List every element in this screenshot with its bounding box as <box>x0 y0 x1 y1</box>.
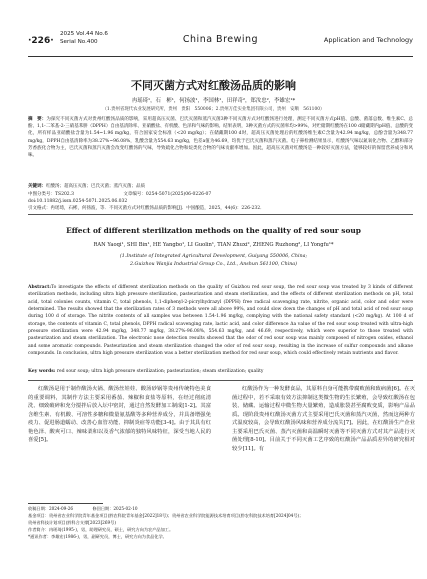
clc-number: 中图分类号：TS202.3 <box>28 192 74 197</box>
dates-line <box>28 505 307 512</box>
affiliation-en-line: 2.Guizhou Wanjia Industrial Group Co., Ltd., Anshun 561100, China) <box>129 261 298 267</box>
section-rule <box>28 380 413 381</box>
body-text-right: 红酸汤作为一种发酵食品，其原料自身可能携带腐败菌和致病菌[6]。在灭菌过程中，若不采取有效方法抑制这类微生物的生长繁殖，会导致红酸汤在包装、储藏、运输过程中微生物大量繁殖，造成胀袋甚至腐败变质，影响产品品质。现阶段贵州红酸汤灭菌方式主要采用巴氏灭菌和蒸汽灭菌，然而这两种方式温度较高，会导致红酸汤风味和营养成分流失[7]。因此，在红酸汤生产企业主要采用巴氏灭菌、蒸汽灭菌和高温瞬时灭菌等不同灭菌方式对其产品进行灭菌处理[8-10]。目前关于不同灭菌工艺序致的红酸汤产品品质差异的研究相对较少[11]。有 <box>232 386 415 452</box>
running-header <box>28 28 413 54</box>
article-title-en: Effect of different sterilization methods on the quality of red sour soup <box>66 226 361 235</box>
keywords-cn-text: 红酸汤；超高压灭菌；巴氏灭菌；蒸汽灭菌；品质 <box>46 184 145 189</box>
header-rule <box>28 56 413 57</box>
journal-name: China Brewing <box>182 34 259 45</box>
keywords-en <box>28 368 413 375</box>
footnotes <box>28 505 307 540</box>
affiliation-cn: （1.贵州省现代农业发展研究所，贵州 贵阳 550006；2.贵州万佳实业集团有限公司，贵州 安顺 561100） <box>102 107 325 112</box>
affiliation-en <box>0 253 427 268</box>
keywords-cn <box>28 183 413 190</box>
section-rule <box>28 214 413 215</box>
page-number: ·226· <box>28 36 54 46</box>
received-date: 收稿日期：2024-09-26 <box>28 506 74 511</box>
author-bio: 作者简介：冉瑶琦(1995-)，男，助理研究员，硕士，研究方向为农产品加工。 <box>28 527 174 532</box>
keywords-en-text: red sour soup; ultra high pressure sterilization; pasteurization; steam sterilization; quality <box>56 369 264 374</box>
revised-date: 修回日期：2025-02-10 <box>92 506 138 511</box>
authors-cn: 冉瑶琦¹，石 彬¹，何扬波¹，李国林¹，田祥奇²，郑汝忠²，李雄宏¹* <box>131 98 296 104</box>
volume-issue: 2025 Vol.44 No.6 <box>60 31 108 37</box>
column-name: Application and Technology <box>323 36 413 44</box>
doc-code: 文章编号：0254-5071(2025)06-0226-07 <box>123 192 212 197</box>
abstract-en-text: To investigate the effects of different sterilization methods on the quality of Guizhou red sour soup, the red sour soup was treated by 3 kinds of different sterilization methods, including ultra high pressure sterilization, pasteurization and steam sterilization, and the effects of different sterilization methods on pH, total acid, total colonies counts, vitamin C, total phenols, 1,1-diphenyl-2-picrylhydrazyl (DPPH) free radical scavenging rate, nitrite, organic acid, color and odor were determined. The results showed that the sterilization rates of 3 methods were all above 99%, and could slow down the changes of pH and total acid of red sour soup during 100 d of storage. The nitrite contents of all samples was between 1.54-1.96 mg/kg, complying with the national safety standard (<20 mg/kg). At 100 d of storage, the contents of vitamin C, total phenols, DPPH radical scavenging rate, lactic acid, and color difference Δa value of the red sour soup treated with ultra-high pressure sterilization were 42.94 mg/kg, 348.77 mg/kg, 38.27%-96.08%, 554.63 mg/kg, and 46.69, respectively, which were superior to those treated with pasteurization and steam sterilization. The electronic nose detection results showed that the odor of red sour soup was mainly composed of nitrogen oxides, ethanol and some aromatic compounds. Pasteurization and steam sterilization changed the odor of red sour soup, resulting in the increase of sulfur compounds and alkane compounds. In conclusion, ultra high pressure sterilization was a better sterilization method for red sour soup, which could effectively retain nutrients and flavor. <box>28 285 413 357</box>
affiliation-en-line: (1.Institute of Integrated Agricultural Development, Guiyang 550006, China; <box>119 254 308 259</box>
footnote-rule <box>28 503 103 504</box>
abstract-cn-label: 摘 要： <box>28 117 47 122</box>
funding-note: 基金项目：贵州省农业科学院青年基金项目(黔农科院青年基金[2022]18号)；贵州省农业科学院能源技术培育项目(黔农科院技术培育[2024]04号)；贵州省科技计划项目(黔科合支撑[2023]269号) <box>28 513 304 525</box>
doi-row <box>28 198 413 205</box>
classification-row <box>28 191 413 198</box>
abstract-en-label: Abstract: <box>28 285 52 290</box>
article-title-cn: 不同灭菌方式对红酸汤品质的影响 <box>131 79 296 92</box>
keywords-en-label: Key words: <box>28 369 56 374</box>
serial-number: Serial No.400 <box>60 38 98 45</box>
corresponding-author: *通讯作者：李雄宏(1986-)，男，副研究员，博士，研究方向为食品化学。 <box>28 534 167 539</box>
citation-cn: 引文格式：冉瑶琦，石彬，何扬波，等．不同灭菌方式对红酸汤品质的影响[J]．中国酿造，2025，44(6)：226-232． <box>28 206 265 211</box>
body-text-left: 红酸汤是用于制作酸汤火锅、酸汤丝娃娃、酸汤砂锅等贵州传统特色美食的重要调料，其制作方法主要采用番茄、辣椒和食盐等原料，在经过削底清洗、细致破碎和充分搅拌后放入坛中密封，通过自然发酵加工制成[1-2]。其富含维生素、有机酸、可溶性多糖和微量氨基酸等多种营养成分，并具备增强免疫力、促进肠道蠕动、改善心血管功能、抑制炎症等功能[3-4]。由于其具有红艳色泽、酸爽可口、辣味柔和以及香气浓郁的独特风味特征，深受当地人民的喜爱[5]。 <box>28 386 211 444</box>
doi[interactable]: doi:10.11882/j.issn.0254-5071.2025.06.032 <box>28 199 128 204</box>
keywords-cn-label: 关键词： <box>28 184 46 189</box>
abstract-cn <box>28 116 413 159</box>
abstract-cn-text: 为探究不同灭菌方式对贵州红酸汤品质的影响，采用超高压灭菌、巴氏灭菌和蒸汽灭菌3种不同灭菌方式对红酸汤进行处理，测定不同灭菌方式pH值、总酸、菌落总数、维生素C、总酚、1,1-二苯基-2-三硝基苯肼（DPPH）自由基清除率、亚硝酸盐、有机酸、色泽和气味的影响。结果表明，3种灭菌方式的灭菌率均>99%，对贮储期红酸汤在100 d储藏期内pH值、总酸的变化，所有样品亚硝酸盐含量为1.54~1.96 mg/kg，符合国家安全标准（<20 mg/kg）；在储藏期100 d时，超高压灭菌处理后的红酸汤维生素C含量为42.94 mg/kg，总酚含量为348.77 mg/kg，DPPH自由基清除率为38.27%~96.08%，乳酸含量为554.63 mg/kg，色差a值为46.69，均优于巴氏灭菌和蒸汽灭菌。电子鼻检测结果显示，红酸汤气味以氮氧化合物、乙醇和部分芳香族化合物为主，巴氏灭菌和蒸汽灭菌会改变红酸汤的气味，导致硫化合物和烷类化合物的气味贡献率增加。因此，超高压灭菌对红酸汤是一种较好灭菌方法，能够较好的保留营养成分和风味。 <box>28 117 413 159</box>
authors-en: RAN Yaoqi¹, SHI Bin¹, HE Yangbo¹, LI Guolin¹, TIAN Zhuxi², ZHENG Ruzhong², LI Yongfu¹* <box>93 242 334 248</box>
abstract-en <box>28 284 413 357</box>
